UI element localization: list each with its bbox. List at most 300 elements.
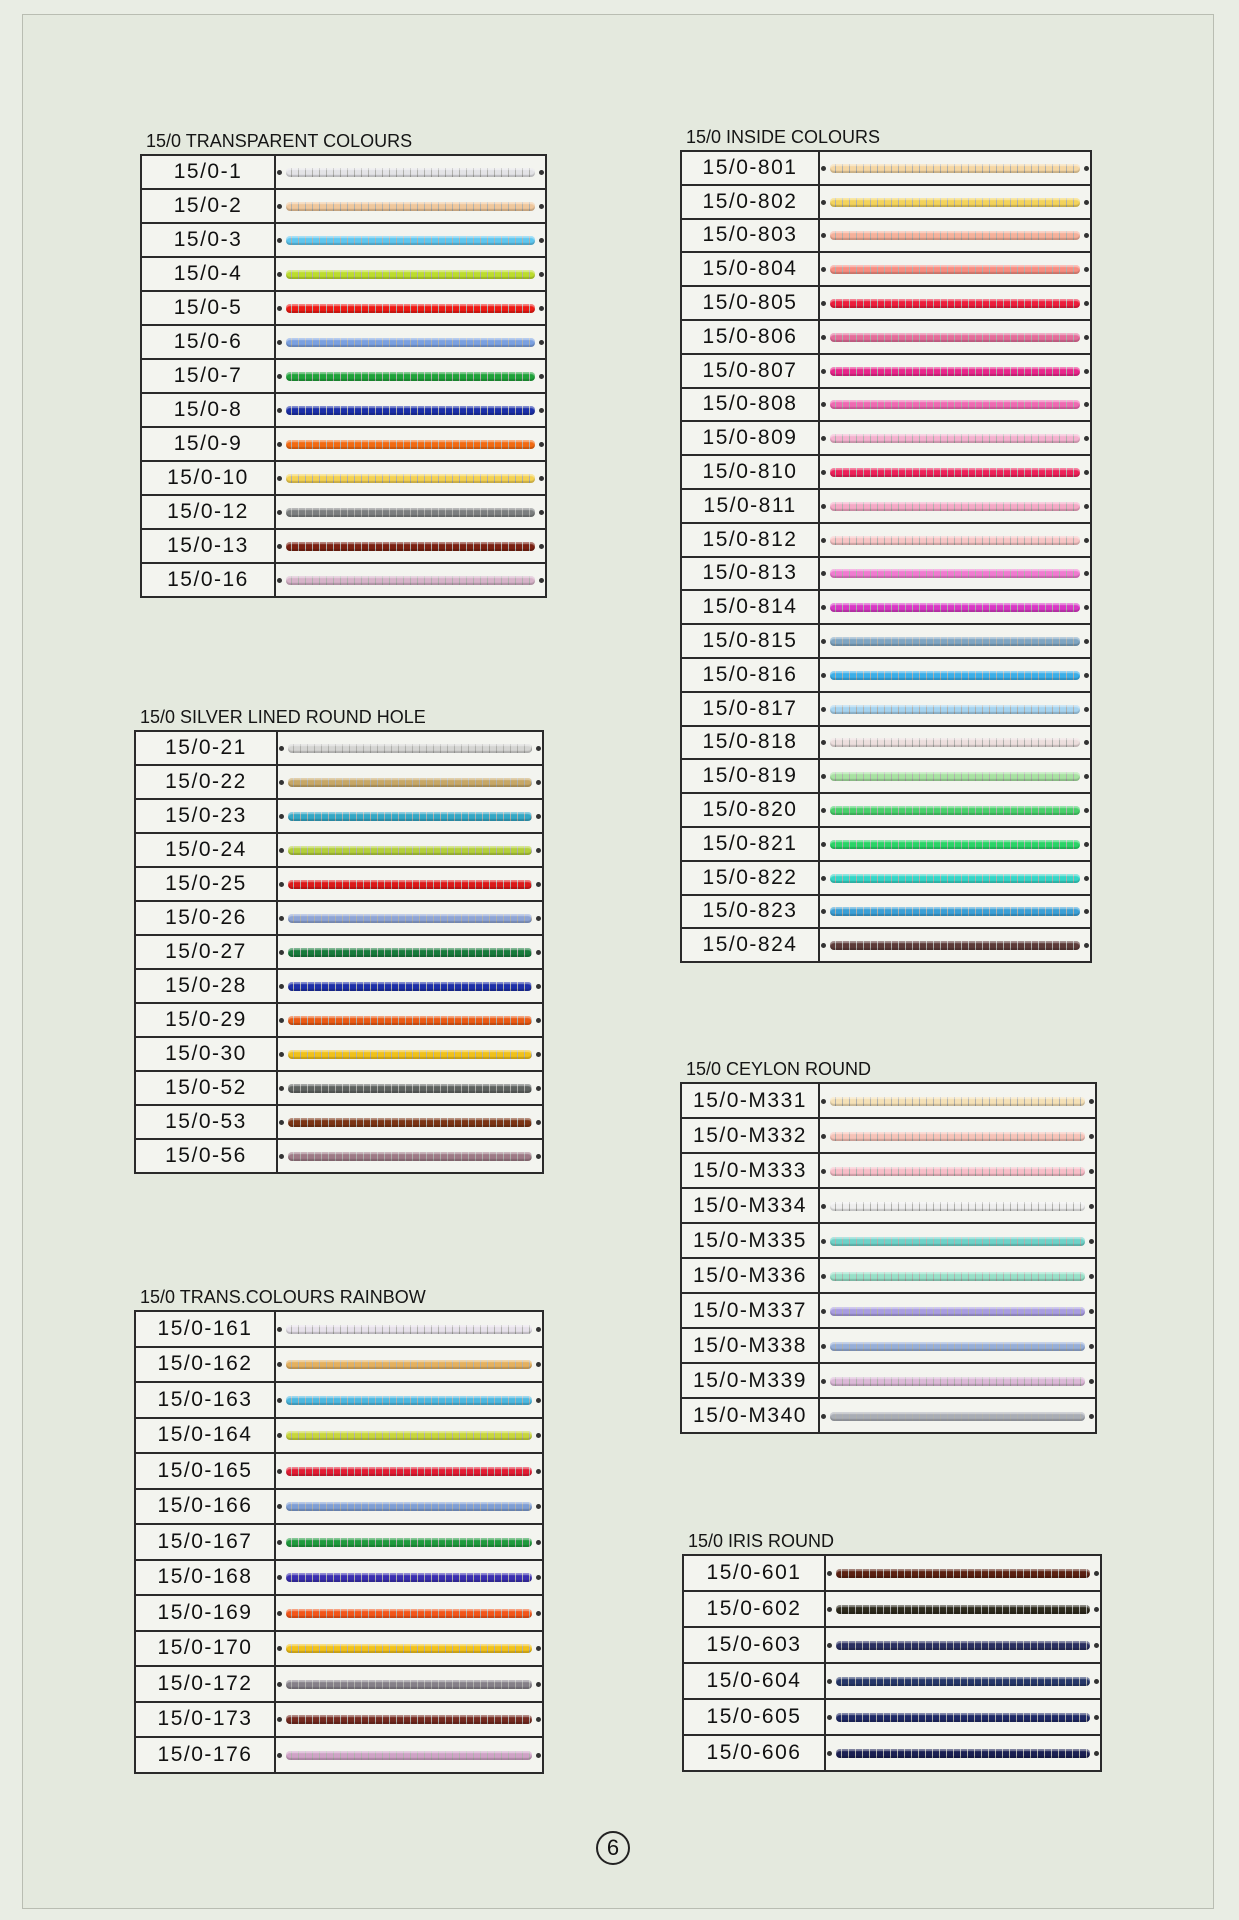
color-code: 15/0-604 <box>683 1663 825 1699</box>
bead-swatch-cell <box>819 1223 1096 1258</box>
bead-swatch-cell <box>819 861 1091 895</box>
color-code: 15/0-M340 <box>681 1398 819 1433</box>
bead-strand <box>830 637 1080 646</box>
table-row <box>135 1418 543 1454</box>
bead-strand <box>836 1641 1090 1650</box>
bead-swatch-cell <box>275 325 546 359</box>
bead-swatch-cell <box>819 388 1091 422</box>
color-code: 15/0-165 <box>135 1453 275 1489</box>
color-code: 15/0-801 <box>681 151 819 185</box>
table-row <box>681 1083 1096 1118</box>
bead-strand <box>830 1167 1085 1176</box>
color-code: 15/0-176 <box>135 1737 275 1773</box>
color-code: 15/0-M332 <box>681 1118 819 1153</box>
bead-swatch-cell <box>819 658 1091 692</box>
color-code: 15/0-10 <box>141 461 275 495</box>
table-row <box>135 1666 543 1702</box>
bead-strand <box>830 1377 1085 1386</box>
table-row <box>681 523 1091 557</box>
bead-swatch-cell <box>825 1627 1101 1663</box>
color-code: 15/0-53 <box>135 1105 277 1139</box>
bead-strand <box>286 1609 532 1618</box>
bead-strand <box>286 236 535 245</box>
table-row <box>135 901 543 935</box>
bead-swatch-cell <box>825 1663 1101 1699</box>
color-code: 15/0-169 <box>135 1595 275 1631</box>
table-row <box>683 1627 1101 1663</box>
table-row <box>681 692 1091 726</box>
bead-strand <box>836 1569 1090 1578</box>
color-code: 15/0-817 <box>681 692 819 726</box>
bead-strand <box>288 1016 532 1025</box>
bead-strand <box>286 1680 532 1689</box>
table-row <box>135 1489 543 1525</box>
bead-swatch-cell <box>819 557 1091 591</box>
table-row <box>681 151 1091 185</box>
table-row <box>681 455 1091 489</box>
table-row <box>141 427 546 461</box>
color-code: 15/0-12 <box>141 495 275 529</box>
table-row <box>681 1223 1096 1258</box>
bead-swatch-cell <box>819 1293 1096 1328</box>
color-table <box>134 730 544 1174</box>
color-code: 15/0-1 <box>141 155 275 189</box>
table-row <box>135 1453 543 1489</box>
bead-swatch-cell <box>277 731 543 765</box>
section-title: 15/0 TRANSPARENT COLOURS <box>146 131 413 151</box>
color-code: 15/0-27 <box>135 935 277 969</box>
color-code: 15/0-819 <box>681 759 819 793</box>
table-row <box>141 223 546 257</box>
bead-strand <box>286 270 535 279</box>
bead-strand <box>286 406 535 415</box>
table-row <box>681 861 1091 895</box>
bead-strand <box>288 1118 532 1127</box>
color-code: 15/0-M331 <box>681 1083 819 1118</box>
bead-strand <box>830 265 1080 274</box>
color-table <box>682 1554 1102 1772</box>
bead-swatch-cell <box>825 1591 1101 1627</box>
bead-strand <box>830 1097 1085 1106</box>
color-code: 15/0-30 <box>135 1037 277 1071</box>
color-code: 15/0-810 <box>681 455 819 489</box>
table-row <box>681 1363 1096 1398</box>
color-code: 15/0-808 <box>681 388 819 422</box>
table-row <box>141 495 546 529</box>
bead-strand <box>830 1272 1085 1281</box>
bead-strand <box>830 738 1080 747</box>
table-row <box>141 563 546 597</box>
table-row <box>681 1153 1096 1188</box>
bead-swatch-cell <box>819 286 1091 320</box>
table-row <box>135 1311 543 1347</box>
color-code: 15/0-6 <box>141 325 275 359</box>
bead-swatch-cell <box>277 799 543 833</box>
bead-swatch-cell <box>819 185 1091 219</box>
bead-swatch-cell <box>275 1453 543 1489</box>
bead-strand <box>288 914 532 923</box>
bead-swatch-cell <box>277 935 543 969</box>
bead-strand <box>830 164 1080 173</box>
table-row <box>135 799 543 833</box>
table-row <box>135 1105 543 1139</box>
bead-strand <box>286 1431 532 1440</box>
table-row <box>683 1555 1101 1591</box>
bead-swatch-cell <box>275 359 546 393</box>
color-code: 15/0-164 <box>135 1418 275 1454</box>
color-code: 15/0-822 <box>681 861 819 895</box>
bead-strand <box>830 907 1080 916</box>
bead-strand <box>286 542 535 551</box>
table-row <box>681 1258 1096 1293</box>
bead-swatch-cell <box>275 189 546 223</box>
bead-strand <box>286 1715 532 1724</box>
bead-swatch-cell <box>819 1258 1096 1293</box>
table-row <box>135 1524 543 1560</box>
color-code: 15/0-172 <box>135 1666 275 1702</box>
color-code: 15/0-7 <box>141 359 275 393</box>
bead-swatch-cell <box>277 969 543 1003</box>
color-code: 15/0-603 <box>683 1627 825 1663</box>
table-row <box>135 1347 543 1383</box>
bead-strand <box>286 474 535 483</box>
color-code: 15/0-814 <box>681 590 819 624</box>
color-code: 15/0-812 <box>681 523 819 557</box>
table-row <box>681 759 1091 793</box>
bead-strand <box>286 1751 532 1760</box>
table-row <box>681 928 1091 962</box>
table-row <box>135 935 543 969</box>
table-row <box>681 1188 1096 1223</box>
section-inside-colours <box>680 126 1092 963</box>
color-code: 15/0-816 <box>681 658 819 692</box>
color-code: 15/0-806 <box>681 320 819 354</box>
bead-strand <box>288 982 532 991</box>
color-code: 15/0-3 <box>141 223 275 257</box>
bead-swatch-cell <box>819 320 1091 354</box>
bead-strand <box>830 1342 1085 1351</box>
bead-swatch-cell <box>275 1524 543 1560</box>
bead-swatch-cell <box>275 427 546 461</box>
color-code: 15/0-29 <box>135 1003 277 1037</box>
table-row <box>141 461 546 495</box>
color-code: 15/0-4 <box>141 257 275 291</box>
color-code: 15/0-170 <box>135 1631 275 1667</box>
color-code: 15/0-161 <box>135 1311 275 1347</box>
bead-strand <box>830 1412 1085 1421</box>
bead-swatch-cell <box>819 455 1091 489</box>
table-row <box>681 793 1091 827</box>
color-code: 15/0-M335 <box>681 1223 819 1258</box>
bead-swatch-cell <box>819 1118 1096 1153</box>
color-code: 15/0-820 <box>681 793 819 827</box>
table-row <box>135 1139 543 1173</box>
color-code: 15/0-813 <box>681 557 819 591</box>
table-row <box>683 1735 1101 1771</box>
bead-swatch-cell <box>819 895 1091 929</box>
color-table <box>680 1082 1097 1434</box>
bead-strand <box>286 168 535 177</box>
bead-strand <box>286 1325 532 1334</box>
bead-swatch-cell <box>275 495 546 529</box>
table-row <box>135 1702 543 1738</box>
color-code: 15/0-M336 <box>681 1258 819 1293</box>
section-title: 15/0 TRANS.COLOURS RAINBOW <box>140 1287 426 1307</box>
color-code: 15/0-M334 <box>681 1188 819 1223</box>
bead-swatch-cell <box>819 252 1091 286</box>
color-code: 15/0-805 <box>681 286 819 320</box>
color-code: 15/0-23 <box>135 799 277 833</box>
bead-swatch-cell <box>277 1071 543 1105</box>
section-iris-round <box>682 1530 1102 1772</box>
bead-strand <box>286 1396 532 1405</box>
bead-swatch-cell <box>819 151 1091 185</box>
color-code: 15/0-52 <box>135 1071 277 1105</box>
color-code: 15/0-M333 <box>681 1153 819 1188</box>
bead-swatch-cell <box>825 1735 1101 1771</box>
table-row <box>681 219 1091 253</box>
table-row <box>681 185 1091 219</box>
bead-swatch-cell <box>825 1699 1101 1735</box>
bead-swatch-cell <box>275 155 546 189</box>
color-code: 15/0-823 <box>681 895 819 929</box>
bead-swatch-cell <box>275 1489 543 1525</box>
color-code: 15/0-605 <box>683 1699 825 1735</box>
bead-strand <box>286 576 535 585</box>
table-row <box>141 359 546 393</box>
color-table <box>140 154 547 598</box>
bead-swatch-cell <box>819 421 1091 455</box>
color-code: 15/0-824 <box>681 928 819 962</box>
bead-strand <box>288 1084 532 1093</box>
color-code: 15/0-802 <box>681 185 819 219</box>
bead-strand <box>286 338 535 347</box>
table-row <box>681 590 1091 624</box>
bead-swatch-cell <box>277 1003 543 1037</box>
bead-swatch-cell <box>275 1631 543 1667</box>
color-table <box>680 150 1092 963</box>
bead-strand <box>830 231 1080 240</box>
color-table <box>134 1310 544 1774</box>
bead-swatch-cell <box>819 624 1091 658</box>
table-row <box>681 895 1091 929</box>
bead-strand <box>830 198 1080 207</box>
color-code: 15/0-601 <box>683 1555 825 1591</box>
bead-swatch-cell <box>277 1105 543 1139</box>
color-code: 15/0-606 <box>683 1735 825 1771</box>
table-row <box>681 624 1091 658</box>
table-row <box>135 1595 543 1631</box>
bead-swatch-cell <box>275 1595 543 1631</box>
table-row <box>141 155 546 189</box>
section-title: 15/0 CEYLON ROUND <box>686 1059 872 1079</box>
color-code: 15/0-24 <box>135 833 277 867</box>
bead-swatch-cell <box>275 223 546 257</box>
table-row <box>141 257 546 291</box>
bead-strand <box>836 1749 1090 1758</box>
bead-strand <box>830 705 1080 714</box>
table-row <box>135 969 543 1003</box>
color-code: 15/0-56 <box>135 1139 277 1173</box>
color-code: 15/0-803 <box>681 219 819 253</box>
bead-swatch-cell <box>275 529 546 563</box>
color-code: 15/0-811 <box>681 489 819 523</box>
bead-strand <box>830 434 1080 443</box>
color-code: 15/0-26 <box>135 901 277 935</box>
table-row <box>135 833 543 867</box>
bead-swatch-cell <box>277 765 543 799</box>
bead-swatch-cell <box>275 393 546 427</box>
color-code: 15/0-168 <box>135 1560 275 1596</box>
bead-swatch-cell <box>819 1398 1096 1433</box>
bead-strand <box>286 1573 532 1582</box>
table-row <box>141 325 546 359</box>
page-number: 6 <box>596 1831 630 1865</box>
color-code: 15/0-167 <box>135 1524 275 1560</box>
color-code: 15/0-13 <box>141 529 275 563</box>
color-code: 15/0-809 <box>681 421 819 455</box>
color-code: 15/0-21 <box>135 731 277 765</box>
bead-strand <box>830 772 1080 781</box>
section-silver-lined-round-hole <box>134 706 544 1174</box>
section-trans-colours-rainbow <box>134 1286 544 1774</box>
bead-swatch-cell <box>819 1328 1096 1363</box>
bead-strand <box>830 536 1080 545</box>
color-code: 15/0-M337 <box>681 1293 819 1328</box>
bead-strand <box>830 603 1080 612</box>
table-row <box>683 1663 1101 1699</box>
bead-strand <box>830 1202 1085 1211</box>
bead-swatch-cell <box>275 1702 543 1738</box>
bead-strand <box>830 367 1080 376</box>
table-row <box>681 421 1091 455</box>
table-row <box>681 827 1091 861</box>
bead-swatch-cell <box>275 1418 543 1454</box>
bead-strand <box>830 806 1080 815</box>
bead-strand <box>288 846 532 855</box>
table-row <box>135 765 543 799</box>
bead-swatch-cell <box>275 1382 543 1418</box>
table-row <box>135 1560 543 1596</box>
table-row <box>135 1382 543 1418</box>
table-row <box>135 1003 543 1037</box>
table-row <box>683 1699 1101 1735</box>
bead-strand <box>836 1713 1090 1722</box>
table-row <box>681 1293 1096 1328</box>
color-code: 15/0-163 <box>135 1382 275 1418</box>
color-code: 15/0-28 <box>135 969 277 1003</box>
bead-swatch-cell <box>275 257 546 291</box>
bead-swatch-cell <box>819 354 1091 388</box>
bead-swatch-cell <box>277 901 543 935</box>
bead-strand <box>836 1605 1090 1614</box>
bead-strand <box>830 299 1080 308</box>
table-row <box>135 1071 543 1105</box>
bead-strand <box>836 1677 1090 1686</box>
section-title: 15/0 SILVER LINED ROUND HOLE <box>140 707 426 727</box>
bead-strand <box>288 1050 532 1059</box>
bead-swatch-cell <box>277 867 543 901</box>
bead-strand <box>830 1132 1085 1141</box>
table-row <box>681 1328 1096 1363</box>
bead-swatch-cell <box>819 726 1091 760</box>
table-row <box>681 557 1091 591</box>
table-row <box>681 658 1091 692</box>
section-title: 15/0 INSIDE COLOURS <box>686 127 881 147</box>
table-row <box>135 1631 543 1667</box>
bead-strand <box>286 1467 532 1476</box>
bead-strand <box>830 1307 1085 1316</box>
table-row <box>135 1737 543 1773</box>
bead-strand <box>830 874 1080 883</box>
table-row <box>681 1118 1096 1153</box>
bead-swatch-cell <box>819 759 1091 793</box>
bead-swatch-cell <box>825 1555 1101 1591</box>
bead-swatch-cell <box>819 1153 1096 1188</box>
color-code: 15/0-25 <box>135 867 277 901</box>
bead-swatch-cell <box>277 1037 543 1071</box>
bead-strand <box>830 400 1080 409</box>
table-row <box>681 489 1091 523</box>
color-code: 15/0-807 <box>681 354 819 388</box>
bead-strand <box>286 440 535 449</box>
bead-strand <box>288 880 532 889</box>
bead-strand <box>286 202 535 211</box>
bead-swatch-cell <box>275 291 546 325</box>
table-row <box>141 291 546 325</box>
bead-strand <box>286 1644 532 1653</box>
color-code: 15/0-22 <box>135 765 277 799</box>
table-row <box>141 189 546 223</box>
color-code: 15/0-821 <box>681 827 819 861</box>
bead-strand <box>286 508 535 517</box>
color-code: 15/0-8 <box>141 393 275 427</box>
color-code: 15/0-804 <box>681 252 819 286</box>
bead-strand <box>286 1538 532 1547</box>
bead-swatch-cell <box>275 461 546 495</box>
color-code: 15/0-166 <box>135 1489 275 1525</box>
bead-strand <box>830 941 1080 950</box>
section-title: 15/0 IRIS ROUND <box>688 1531 835 1551</box>
section-ceylon-round <box>680 1058 1097 1434</box>
table-row <box>141 529 546 563</box>
table-row <box>681 286 1091 320</box>
bead-swatch-cell <box>819 793 1091 827</box>
bead-strand <box>830 671 1080 680</box>
bead-swatch-cell <box>819 1363 1096 1398</box>
bead-swatch-cell <box>819 1083 1096 1118</box>
bead-strand <box>830 468 1080 477</box>
table-row <box>681 726 1091 760</box>
table-row <box>681 388 1091 422</box>
table-row <box>681 252 1091 286</box>
table-row <box>135 1037 543 1071</box>
color-code: 15/0-M339 <box>681 1363 819 1398</box>
bead-swatch-cell <box>275 1560 543 1596</box>
bead-strand <box>286 304 535 313</box>
bead-swatch-cell <box>819 928 1091 962</box>
section-transparent-colours <box>140 130 547 598</box>
bead-strand <box>830 569 1080 578</box>
bead-swatch-cell <box>819 1188 1096 1223</box>
color-code: 15/0-2 <box>141 189 275 223</box>
table-row <box>135 867 543 901</box>
bead-swatch-cell <box>819 523 1091 557</box>
color-code: 15/0-16 <box>141 563 275 597</box>
color-code: 15/0-162 <box>135 1347 275 1383</box>
bead-swatch-cell <box>819 692 1091 726</box>
color-code: 15/0-9 <box>141 427 275 461</box>
